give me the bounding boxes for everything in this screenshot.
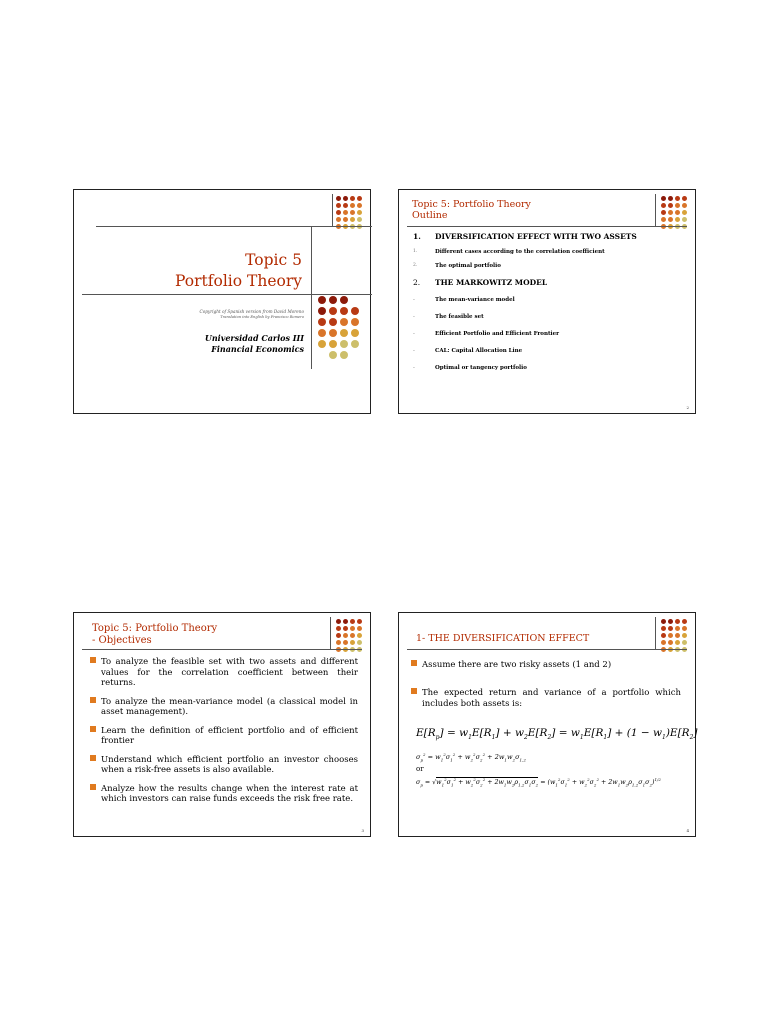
decorative-dot [661, 619, 666, 624]
decorative-dot [682, 210, 687, 215]
decorative-dot [668, 210, 673, 215]
decorative-dot [675, 619, 680, 624]
decorative-dot [357, 619, 362, 624]
slide-title [73, 189, 371, 414]
decorative-dot [357, 626, 362, 631]
decorative-dot [329, 307, 337, 315]
decorative-dot [343, 203, 348, 208]
decorative-dot [682, 196, 687, 201]
title-line: - Objectives [92, 634, 152, 646]
bullet-icon [90, 657, 96, 663]
decorative-dot [682, 217, 687, 222]
decorative-dot [350, 640, 355, 645]
dot-pattern-large [318, 296, 359, 359]
divider [407, 226, 687, 227]
decorative-dot [351, 351, 359, 359]
outline-item: - CAL: Capital Allocation Line [413, 347, 523, 354]
decorative-dot [675, 196, 680, 201]
decorative-dot [336, 640, 341, 645]
divider [655, 194, 656, 226]
decorative-dot [343, 633, 348, 638]
institution: Universidad Carlos III [204, 333, 304, 343]
list-item: Learn the definition of efficient portfolio and of efficient frontier [90, 726, 358, 747]
decorative-dot [329, 329, 337, 337]
divider [311, 226, 312, 296]
decorative-dot [350, 196, 355, 201]
decorative-dot [668, 196, 673, 201]
decorative-dot [318, 318, 326, 326]
decorative-dot [357, 203, 362, 208]
expected-return-formula: $E[R_p] = w_1E[R_1] + w_2E[R_2] = w_1E[R_1] + (1 - w_1)E[R_2]$ [416, 727, 698, 742]
std-dev-formula: $\sigma_p = √w_1^2\sigma_1^2 + w_2^2\sigma_2^2 + 2w_1w_2\rho_{1,2}\sigma_1\sigma_2 = (w_1^2\sigma_1^2 + w_2^2\sigma_2^2 + 2w_1w_2\rho_{1,2}\sigma_1\sigma_2)^{1/2}$ [416, 777, 661, 788]
divider [330, 617, 331, 649]
decorative-dot [682, 619, 687, 624]
decorative-dot [668, 626, 673, 631]
decorative-dot [357, 210, 362, 215]
divider [655, 617, 656, 649]
decorative-dot [343, 626, 348, 631]
decorative-dot [675, 203, 680, 208]
decorative-dot [343, 640, 348, 645]
title-line: Topic 5 [245, 251, 302, 269]
outline-item: - The mean-variance model [413, 296, 515, 303]
title-line: Outline [412, 210, 448, 221]
decorative-dot [675, 640, 680, 645]
or-label: or [416, 765, 424, 773]
slide-outline [398, 189, 696, 414]
decorative-dot [661, 210, 666, 215]
slide-objectives [73, 612, 371, 837]
decorative-dot [682, 640, 687, 645]
copyright-line: Copyright of Spanish version from David Moreno [199, 309, 304, 314]
decorative-dot [336, 626, 341, 631]
decorative-dot [329, 340, 337, 348]
decorative-dot [357, 196, 362, 201]
decorative-dot [668, 217, 673, 222]
decorative-dot [675, 210, 680, 215]
decorative-dot [357, 217, 362, 222]
page-number: 4 [686, 828, 689, 833]
decorative-dot [336, 210, 341, 215]
slide-diversification [398, 612, 696, 837]
outline-item: 1. Different cases according to the correlation coefficient [413, 248, 605, 255]
decorative-dot [682, 203, 687, 208]
decorative-dot [329, 351, 337, 359]
slide-title-text [92, 623, 217, 646]
decorative-dot [351, 307, 359, 315]
decorative-dot [336, 203, 341, 208]
title-line: Topic 5: Portfolio Theory [92, 623, 218, 634]
decorative-dot [661, 640, 666, 645]
list-item: To analyze the mean-variance model (a classical model in asset management). [90, 697, 358, 718]
bullet-icon [90, 697, 96, 703]
decorative-dot [336, 619, 341, 624]
copyright-line: Translation into English by Francisco Romero [220, 315, 304, 319]
decorative-dot [318, 296, 326, 304]
decorative-dot [318, 351, 326, 359]
decorative-dot [340, 318, 348, 326]
title-line: Topic 5: Portfolio Theory [412, 199, 531, 210]
decorative-dot [340, 340, 348, 348]
decorative-dot [351, 340, 359, 348]
decorative-dot [350, 633, 355, 638]
bullet-icon [411, 688, 417, 694]
objectives-list [90, 657, 358, 805]
decorative-dot [318, 307, 326, 315]
decorative-dot [682, 633, 687, 638]
divider [82, 649, 362, 650]
divider [332, 194, 333, 226]
decorative-dot [318, 340, 326, 348]
bullet-icon [90, 784, 96, 790]
divider [407, 649, 687, 650]
decorative-dot [357, 640, 362, 645]
decorative-dot [661, 217, 666, 222]
decorative-dot [675, 626, 680, 631]
decorative-dot [343, 210, 348, 215]
page-number: 2 [686, 405, 689, 410]
decorative-dot [336, 633, 341, 638]
decorative-dot [661, 633, 666, 638]
divider [82, 294, 372, 295]
section-heading: 2. THE MARKOWITZ MODEL [413, 277, 548, 287]
bullet-icon [411, 660, 417, 666]
dot-pattern-small [661, 619, 687, 652]
slide-title-text [412, 199, 531, 221]
divider [311, 294, 312, 369]
decorative-dot [329, 296, 337, 304]
decorative-dot [675, 217, 680, 222]
title-line: Portfolio Theory [174, 272, 302, 290]
slide-title-text: 1- THE DIVERSIFICATION EFFECT [416, 633, 590, 644]
institution-block [205, 333, 304, 355]
list-item: Understand which efficient portfolio an investor chooses when a risk-free assets is also available. [90, 755, 358, 776]
decorative-dot [343, 619, 348, 624]
decorative-dot [343, 217, 348, 222]
section-heading: 1. DIVERSIFICATION EFFECT WITH TWO ASSETS [413, 232, 637, 241]
decorative-dot [336, 196, 341, 201]
decorative-dot [350, 203, 355, 208]
variance-formula: $\sigma_p^2 = w_1^2\sigma_1^2 + w_2^2\sigma_2^2 + 2w_1w_2\sigma_{1,2}$ [416, 752, 526, 763]
bullet-icon [90, 726, 96, 732]
decorative-dot [329, 318, 337, 326]
outline-item: - The feasible set [413, 313, 484, 320]
decorative-dot [668, 203, 673, 208]
outline-item: - Efficient Portfolio and Efficient Frontier [413, 330, 559, 337]
page-number: 3 [361, 828, 364, 833]
decorative-dot [668, 633, 673, 638]
decorative-dot [340, 307, 348, 315]
copyright [200, 309, 305, 320]
decorative-dot [357, 633, 362, 638]
decorative-dot [318, 329, 326, 337]
decorative-dot [351, 296, 359, 304]
list-item: Assume there are two risky assets (1 and 2) [411, 660, 681, 671]
decorative-dot [340, 296, 348, 304]
dot-pattern-small [336, 196, 362, 229]
course: Financial Economics [211, 344, 304, 354]
decorative-dot [661, 203, 666, 208]
dot-pattern-small [336, 619, 362, 652]
decorative-dot [682, 626, 687, 631]
divider [96, 226, 372, 227]
decorative-dot [668, 619, 673, 624]
list-item: To analyze the feasible set with two assets and different values for the correlation coefficient between their returns. [90, 657, 358, 689]
slide-title-text [175, 250, 302, 292]
outline-item: - Optimal or tangency portfolio [413, 364, 527, 371]
decorative-dot [351, 318, 359, 326]
decorative-dot [668, 640, 673, 645]
decorative-dot [675, 633, 680, 638]
bullet-icon [90, 755, 96, 761]
outline-list [413, 232, 688, 376]
dot-pattern-small [661, 196, 687, 229]
list-item: Analyze how the results change when the interest rate at which investors can raise funds exceeds the risk free rate. [90, 784, 358, 805]
decorative-dot [661, 626, 666, 631]
decorative-dot [340, 329, 348, 337]
decorative-dot [350, 626, 355, 631]
outline-item: 2. The optimal portfolio [413, 262, 501, 269]
decorative-dot [661, 196, 666, 201]
decorative-dot [343, 196, 348, 201]
decorative-dot [351, 329, 359, 337]
decorative-dot [340, 351, 348, 359]
decorative-dot [350, 217, 355, 222]
decorative-dot [350, 210, 355, 215]
decorative-dot [336, 217, 341, 222]
decorative-dot [350, 619, 355, 624]
list-item: The expected return and variance of a portfolio which includes both assets is: [411, 688, 681, 709]
